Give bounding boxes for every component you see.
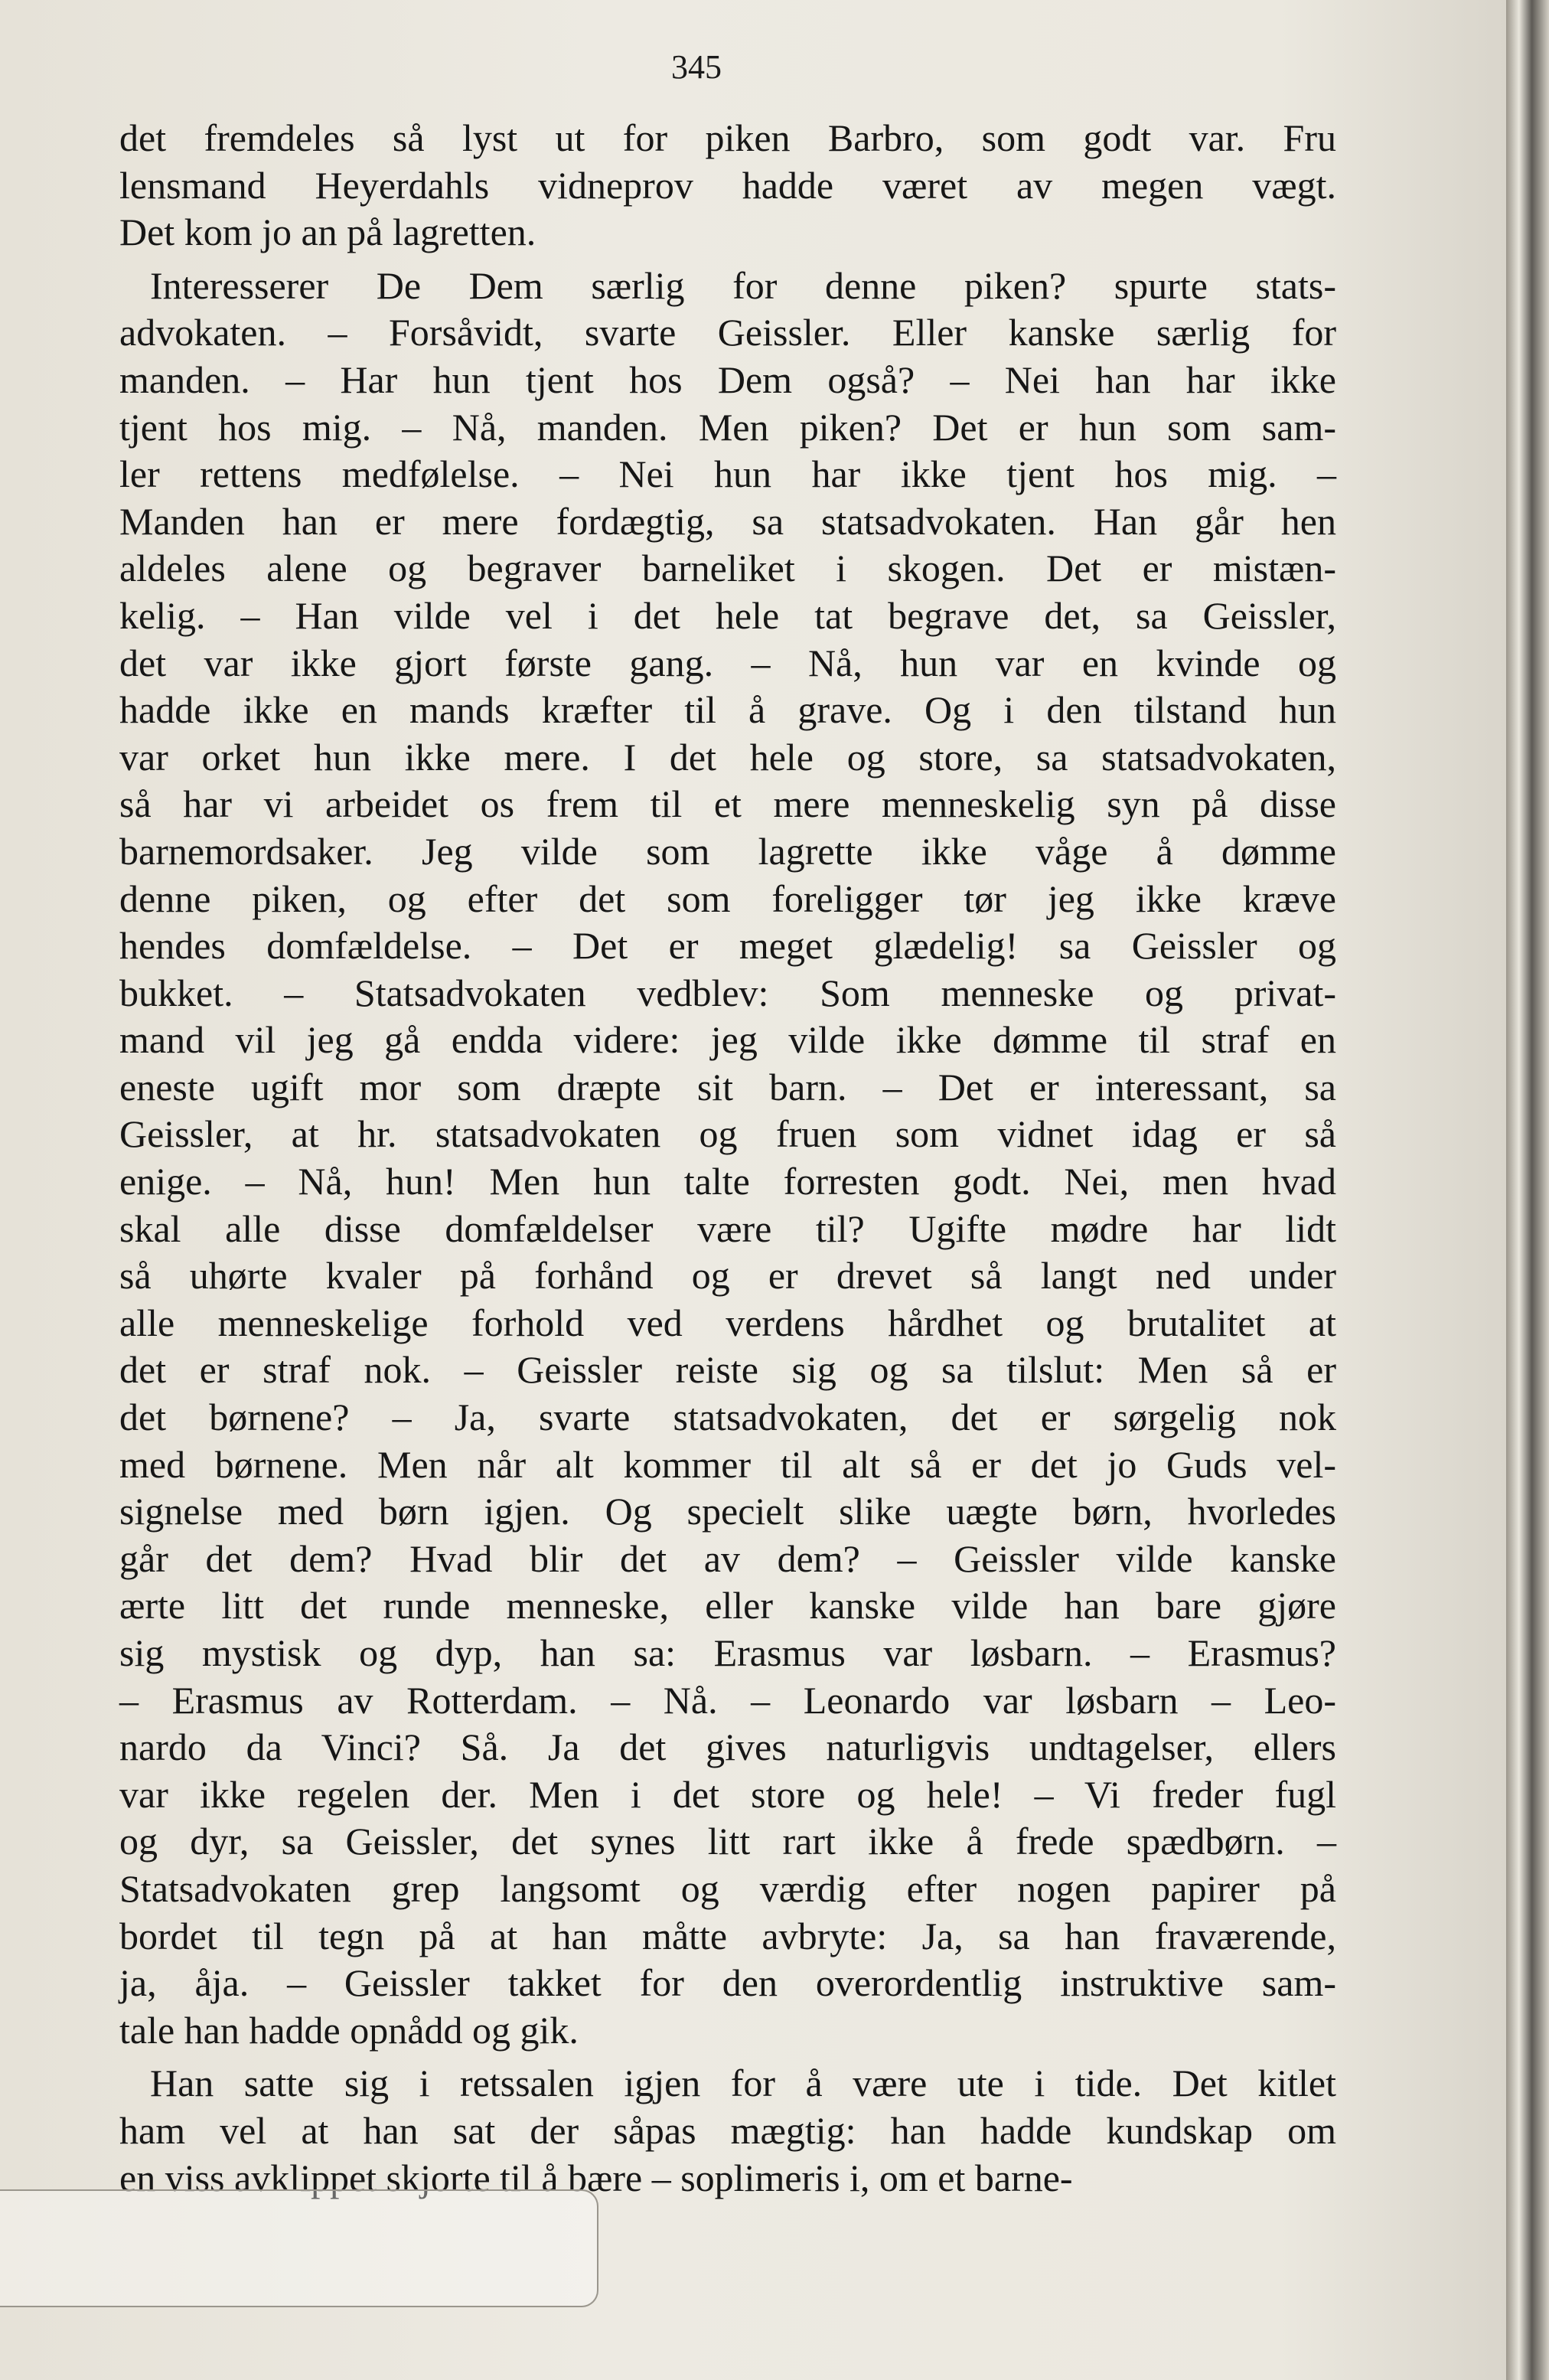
text-line: barnemordsaker. Jeg vilde som lagrette ikke våge å dømme xyxy=(119,829,1336,873)
text-line: mand vil jeg gå endda videre: jeg vilde ikke dømme til straf en xyxy=(119,1018,1336,1062)
text-line: Geissler, at hr. statsadvokaten og fruen som vidnet idag er så xyxy=(119,1112,1336,1156)
text-line: denne piken, og efter det som foreligger tør jeg ikke kræve xyxy=(119,877,1336,920)
text-line: ja, åja. – Geissler takket for den overordentlig instruktive sam- xyxy=(119,1961,1336,2005)
text-line: manden. – Har hun tjent hos Dem også? – Nei han har ikke xyxy=(119,357,1336,401)
body-text xyxy=(119,115,1336,2208)
text-line: så uhørte kvaler på forhånd og er drevet så langt ned under xyxy=(119,1254,1336,1298)
paragraph xyxy=(119,115,1336,256)
text-line: var ikke regelen der. Men i det store og hele! – Vi freder fugl xyxy=(119,1772,1336,1816)
paragraph xyxy=(119,263,1336,2055)
text-line: skal alle disse domfældelser være til? Ugifte mødre har lidt xyxy=(119,1206,1336,1250)
text-line: Det kom jo an på lagretten. xyxy=(119,211,536,254)
text-line: ler rettens medfølelse. – Nei hun har ikke tjent hos mig. – xyxy=(119,452,1336,496)
text-line: Han satte sig i retssalen igjen for å være ute i tide. Det kitlet xyxy=(150,2062,1336,2105)
text-line: bordet til tegn på at han måtte avbryte: Ja, sa han fraværende, xyxy=(119,1914,1336,1957)
text-line: nardo da Vinci? Så. Ja det gives naturligvis undtagelser, ellers xyxy=(119,1725,1336,1769)
paragraph xyxy=(119,2060,1336,2202)
text-line: en viss avklippet skjorte til å bære – soplimeris i, om et barne- xyxy=(119,2156,1073,2199)
text-line: det fremdeles så lyst ut for piken Barbro, som godt var. Fru xyxy=(119,116,1336,159)
text-line: ham vel at han sat der såpas mægtig: han hadde kundskap om xyxy=(119,2108,1336,2152)
text-line: hadde ikke en mands kræfter til å grave. Og i den tilstand hun xyxy=(119,688,1336,732)
text-line: bukket. – Statsadvokaten vedblev: Som menneske og privat- xyxy=(119,971,1336,1014)
text-line: med børnene. Men når alt kommer til alt så er det jo Guds vel- xyxy=(119,1442,1336,1486)
text-line: Statsadvokaten grep langsomt og værdig efter nogen papirer på xyxy=(119,1866,1336,1910)
text-line: advokaten. – Forsåvidt, svarte Geissler. Eller kanske særlig for xyxy=(119,311,1336,354)
text-line: så har vi arbeidet os frem til et mere menneskelig syn på disse xyxy=(119,782,1336,826)
text-line: sig mystisk og dyp, han sa: Erasmus var løsbarn. – Erasmus? xyxy=(119,1631,1336,1674)
text-line: tale han hadde opnådd og gik. xyxy=(119,2008,579,2052)
text-line: går det dem? Hvad blir det av dem? – Geissler vilde kanske xyxy=(119,1536,1336,1580)
text-line: enige. – Nå, hun! Men hun talte forresten godt. Nei, men hvad xyxy=(119,1160,1336,1203)
text-line: tjent hos mig. – Nå, manden. Men piken? Det er hun som sam- xyxy=(119,405,1336,449)
text-line: signelse med børn igjen. Og specielt slike uægte børn, hvorledes xyxy=(119,1490,1336,1533)
text-line: alle menneskelige forhold ved verdens hårdhet og brutalitet at xyxy=(119,1301,1336,1344)
text-line: det er straf nok. – Geissler reiste sig og sa tilslut: Men så er xyxy=(119,1348,1336,1392)
text-line: Interesserer De Dem særlig for denne piken? spurte stats- xyxy=(150,263,1336,307)
text-line: var orket hun ikke mere. I det hele og store, sa statsadvokaten, xyxy=(119,735,1336,779)
text-line: det børnene? – Ja, svarte statsadvokaten, det er sørgelig nok xyxy=(119,1396,1336,1439)
page-edge-shadow xyxy=(1506,0,1549,2380)
page-number: 345 xyxy=(671,48,722,86)
text-line: Manden han er mere fordægtig, sa statsadvokaten. Han går hen xyxy=(119,499,1336,543)
text-line: – Erasmus av Rotterdam. – Nå. – Leonardo var løsbarn – Leo- xyxy=(119,1678,1336,1722)
text-line: aldeles alene og begraver barneliket i skogen. Det er mistæn- xyxy=(119,547,1336,590)
text-line: det var ikke gjort første gang. – Nå, hun var en kvinde og xyxy=(119,641,1336,684)
text-line: ærte litt det runde menneske, eller kanske vilde han bare gjøre xyxy=(119,1584,1336,1627)
text-line: lensmand Heyerdahls vidneprov hadde været av megen vægt. xyxy=(119,163,1336,207)
text-line: kelig. – Han vilde vel i det hele tat begrave det, sa Geissler, xyxy=(119,593,1336,637)
library-sticker xyxy=(0,2189,598,2307)
text-line: hendes domfældelse. – Det er meget glædelig! sa Geissler og xyxy=(119,924,1336,968)
text-line: eneste ugift mor som dræpte sit barn. – Det er interessant, sa xyxy=(119,1065,1336,1108)
text-line: og dyr, sa Geissler, det synes litt rart ikke å frede spædbørn. – xyxy=(119,1820,1336,1863)
